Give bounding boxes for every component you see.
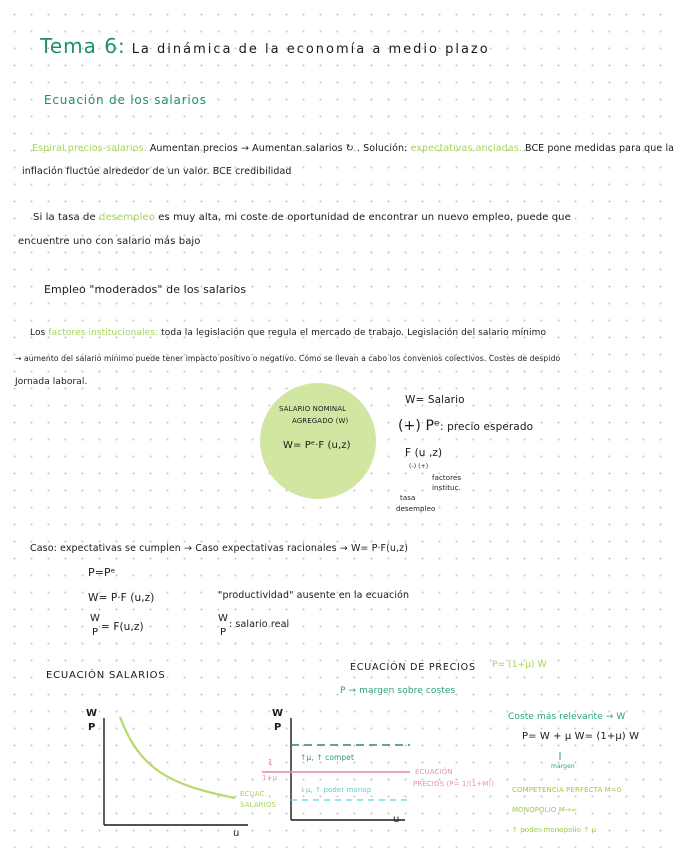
- highlight-espiral: Espiral precios-salarios.: [32, 143, 147, 154]
- precios-margen: P → margen sobre costes: [340, 686, 456, 696]
- caso-line: Caso: expectativas se cumplen → Caso expectativas racionales → W= P·F(u,z): [30, 543, 409, 554]
- def-instituc: instituc.: [432, 484, 461, 492]
- caso-frac1-num: W: [90, 613, 100, 624]
- note-formula: P= W + μ W= (1+μ) W: [522, 731, 640, 742]
- caso-wpf: W= P·F (u,z): [88, 592, 155, 604]
- graph1-y-label-bot: P: [88, 722, 96, 733]
- note-monopolio: MONOPOLIO Μ→∞: [512, 806, 577, 814]
- title-tema: Tema 6:: [40, 34, 126, 58]
- highlight-desempleo: desempleo: [99, 212, 155, 223]
- def-f: F (u ,z): [405, 447, 443, 459]
- text-bce: BCE pone medidas para que la: [525, 143, 674, 154]
- def-precio-prefix: (+) Pᵉ: [398, 418, 440, 434]
- note-poder: ↑ poder monopolio ↑ μ: [512, 826, 597, 834]
- caso-frac1-den: P: [92, 627, 99, 638]
- precios-formula: P= (1+μ) W: [492, 660, 547, 670]
- graph2-tick-num: 1: [268, 758, 274, 767]
- caso-frac2-num: W: [218, 613, 228, 624]
- circle-label-1: SALARIO NOMINAL: [279, 405, 347, 413]
- wage-setting-curve: [120, 717, 235, 798]
- paragraph-moderados: Empleo "moderados" de los salarios: [44, 283, 247, 296]
- note-competencia: COMPETENCIA PERFECTA Μ=0: [512, 786, 622, 794]
- highlight-factores: factores institucionales:: [48, 328, 159, 338]
- graph1-curve-label-1: ECUAC.: [240, 790, 267, 798]
- circle-label-2: AGREGADO (W): [292, 417, 349, 425]
- caso-ppe: P=Pᵉ: [88, 566, 116, 579]
- graph2-x-label: u: [393, 814, 400, 825]
- heading-ecuacion-precios: ECUACIÓN DE PRECIOS: [350, 662, 476, 673]
- paragraph-institucionales-line3: Jornada laboral.: [15, 377, 88, 387]
- text-legislacion: toda la legislación que regula el mercado de trabajo. Legislación del salario mínimo: [161, 328, 547, 338]
- paragraph-desempleo-line2: encuentre uno con salario más bajo: [18, 236, 201, 247]
- graph2-y-label-bot: P: [274, 722, 282, 733]
- circle-equation: W= Pᵉ·F (u,z): [283, 440, 351, 451]
- text-los: Los: [30, 328, 46, 338]
- note-coste: Coste más relevante → W: [508, 712, 626, 722]
- caso-productividad: "productividad" ausente en la ecuación: [218, 590, 410, 601]
- price-eq-label-1: ECUACIÓN: [415, 768, 453, 776]
- def-tasa: tasa: [400, 494, 416, 502]
- text-coste: es muy alta, mi coste de oportunidad de encontrar un nuevo empleo, puede que: [158, 212, 571, 223]
- highlight-expectativas: expectativas ancladas.: [410, 143, 522, 154]
- caso-frac2-den: P: [220, 627, 227, 638]
- title-rest: La dinámica de la economía a medio plazo: [131, 42, 490, 57]
- caso-eq1: = F(u,z): [101, 621, 144, 633]
- text-aumentan: Aumentan precios → Aumentan salarios ↻ . Solución:: [149, 143, 408, 154]
- note-margen: margen: [551, 763, 575, 770]
- def-desempleo: desempleo: [396, 505, 436, 513]
- def-salario: W= Salario: [405, 394, 465, 406]
- text-si-tasa: Si la tasa de: [33, 212, 96, 223]
- heading-ecuacion-salarios: ECUACIÓN SALARIOS: [46, 670, 166, 681]
- def-signs: (-) (+): [409, 463, 429, 470]
- label-compet: ↑μ, ↑ compet: [300, 753, 355, 762]
- caso-eq2: : salario real: [229, 619, 290, 630]
- graph2-y-label-top: W: [272, 708, 284, 719]
- def-factores: factores: [432, 474, 462, 482]
- graph2-tick-den: 1+μ: [262, 774, 278, 782]
- section-heading-salarios: Ecuación de los salarios: [44, 93, 207, 107]
- graph1-x-label: u: [233, 828, 240, 839]
- def-precio-text: : precio esperado: [440, 421, 534, 433]
- price-eq-label-2: PRECIOS (P= 1/(1+Μ)): [413, 780, 495, 788]
- paragraph-espiral-line2: inflación fluctúe alrededor de un valor. BCE credibilidad: [22, 166, 292, 177]
- graph1-curve-label-2: SALARIOS: [240, 801, 276, 809]
- label-monop: ↓μ, ↑ poder monop: [300, 786, 372, 794]
- paragraph-institucionales-line2: → aumento del salario mínimo puede tener impacto positivo o negativo. Cómo se llevan a cabo los convenios colectivos. Costes de despido: [15, 354, 561, 363]
- graph1-y-label-top: W: [86, 708, 98, 719]
